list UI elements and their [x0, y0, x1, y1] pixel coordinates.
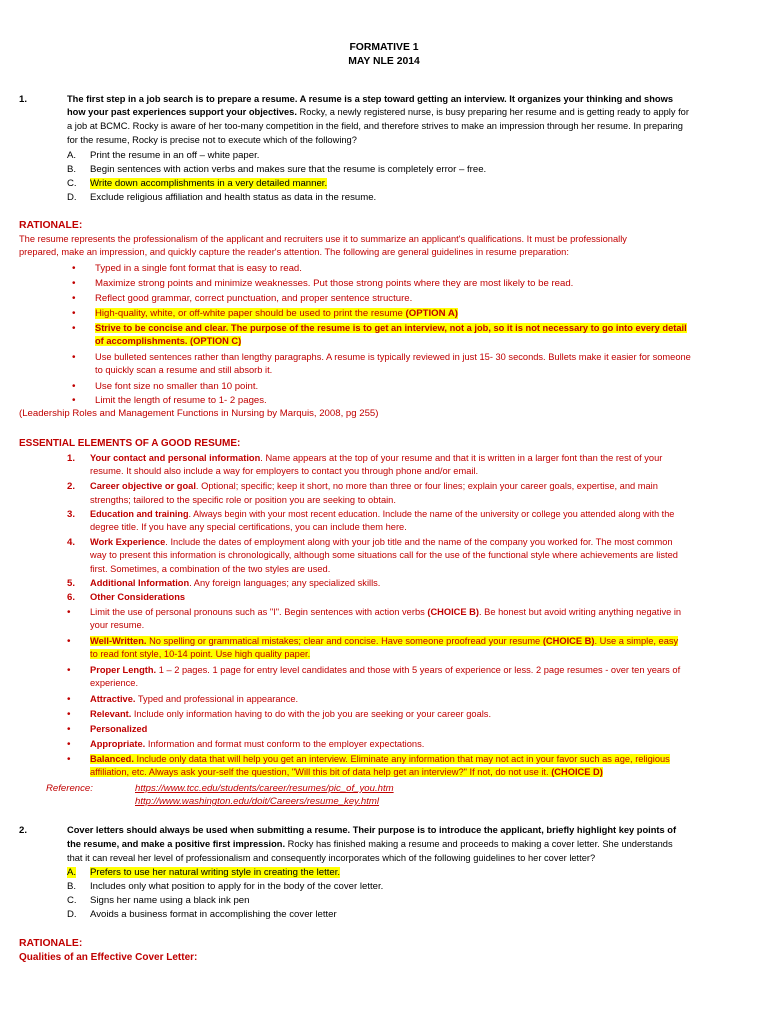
ess-item-2-line2: strengths; tailored to the specific role or position you are seeking to obtain. [90, 495, 396, 505]
doc-title-line2: MAY NLE 2014 [348, 56, 420, 67]
q1-option-a-letter: A. [67, 150, 77, 161]
ess-item-4: Work Experience. Include the dates of employment along with your job title and the name of the company you worked for. The most common [90, 537, 673, 547]
ess-item-4-num: 4. [67, 537, 76, 548]
r1-bullet-1: Typed in a single font format that is easy to read. [95, 263, 302, 274]
q2-option-b: Includes only what position to apply for in the body of the cover letter. [90, 881, 384, 892]
ess-item-5-num: 5. [67, 578, 76, 589]
q1-number: 1. [19, 94, 28, 105]
reference-link-1[interactable]: https://www.tcc.edu/students/career/resumes/pic_of_you.htm [135, 783, 394, 794]
r1-bullet-5: Strive to be concise and clear. The purpose of the resume is to get an interview, not a job, so it is not necessary to go into every detail [95, 323, 687, 333]
r1-citation: (Leadership Roles and Management Functions in Nursing by Marquis, 2008, pg 255) [19, 408, 379, 419]
r1-bullet-7: Use font size no smaller than 10 point. [95, 381, 259, 392]
ess-bullet-1-line2: your resume. [90, 620, 145, 630]
reference-label: Reference: [46, 783, 93, 794]
ess-item-1-num: 1. [67, 453, 76, 464]
r1-bullet-6: Use bulleted sentences rather than lengthy paragraphs. A resume is typically reviewed in just 15- 30 seconds. Bullets make it easier for someone [95, 352, 691, 362]
bullet-icon: • [67, 754, 71, 765]
ess-bullet-2-line2: to read font style, 10-14 point. Use high quality paper. [90, 649, 311, 659]
r1-bullet-4: High-quality, white, or off-white paper should be used to print the resume (OPTION A) [95, 308, 458, 319]
rationale2-subheading: Qualities of an Effective Cover Letter: [19, 952, 198, 963]
bullet-icon: • [72, 308, 76, 319]
r1-bullet-6-line2: to quickly scan a resume and still absorb it. [95, 365, 273, 375]
ess-item-6-num: 6. [67, 592, 76, 603]
q1-option-b-letter: B. [67, 164, 77, 175]
r1-bullet-2: Maximize strong points and minimize weaknesses. Put those strong points where they are most likely to be read. [95, 278, 574, 289]
ess-bullet-3-line2: experience. [90, 678, 139, 688]
doc-title-line1: FORMATIVE 1 [349, 42, 419, 53]
ess-item-1: Your contact and personal information. Name appears at the top of your resume and that it is written in a larger font than the rest of your [90, 453, 663, 463]
ess-bullet-3: Proper Length. 1 – 2 pages. 1 page for entry level candidates and those with 5 years of experience or less. 2 page resumes - over ten years of [90, 665, 681, 675]
q1-stem-line4: for the resume, Rocky is precise not to execute which of the following? [67, 135, 357, 145]
ess-item-3: Education and training. Always begin with your most recent education. Include the name of the university or college you attended along with the [90, 509, 675, 519]
ess-item-1-line2: resume. It should also include a way for employers to contact you through phone and/or email. [90, 466, 479, 476]
q2-option-a: Prefers to use her natural writing style in creating the letter. [90, 867, 341, 878]
ess-bullet-5: Relevant. Include only information having to do with the job you are seeking or your career goals. [90, 709, 492, 719]
bullet-icon: • [72, 263, 76, 274]
ess-bullet-7: Appropriate. Information and format must conform to the employer expectations. [90, 739, 425, 749]
q2-stem-line2: the resume, and make a positive first impression. Rocky has finished making a resume and proceeds to making a cover letter. She understands [67, 839, 673, 849]
q1-stem-line3: a job at BCMC. Rocky is aware of her too-many competition in the field, and therefore strives to make an impression through her resume. In preparing [67, 121, 683, 131]
ess-item-5: Additional Information. Any foreign languages; any specialized skills. [90, 578, 381, 588]
ess-item-6: Other Considerations [90, 592, 186, 602]
bullet-icon: • [72, 381, 76, 392]
bullet-icon: • [67, 724, 71, 735]
bullet-icon: • [72, 352, 76, 363]
q1-option-d-letter: D. [67, 192, 77, 203]
bullet-icon: • [72, 278, 76, 289]
q2-option-c-letter: C. [67, 895, 77, 906]
q2-option-c: Signs her name using a black ink pen [90, 895, 250, 906]
bullet-icon: • [67, 607, 71, 618]
q2-option-d: Avoids a business format in accomplishing the cover letter [90, 909, 337, 920]
q2-option-b-letter: B. [67, 881, 77, 892]
ess-bullet-6: Personalized [90, 724, 148, 734]
bullet-icon: • [67, 739, 71, 750]
rationale2-heading: RATIONALE: [19, 938, 83, 949]
ess-bullet-1: Limit the use of personal pronouns such as "I". Begin sentences with action verbs (CHOICE B). Be honest but avoid writing anything negative in [90, 607, 682, 617]
q2-option-a-letter: A. [67, 867, 77, 878]
rationale1-para-line2: prepared, make an impression, and quickly capture the reader's attention. The following are general guidelines in resume preparation: [19, 247, 569, 257]
bullet-icon: • [67, 636, 71, 647]
q1-stem-line2: how your past experiences support your objectives. Rocky, a newly registered nurse, is busy preparing her resume and is getting ready to apply for [67, 107, 689, 117]
ess-bullet-8: Balanced. Include only data that will help you get an interview. Eliminate any information that may not act in your favor such as age, religious [90, 754, 670, 764]
ess-bullet-4: Attractive. Typed and professional in appearance. [90, 694, 299, 704]
q1-option-c: Write down accomplishments in a very detailed manner. [90, 178, 328, 189]
ess-bullet-2: Well-Written. No spelling or grammatical mistakes; clear and concise. Have someone proofread your resume (CHOICE B). Use a simple, easy [90, 636, 679, 646]
q2-option-d-letter: D. [67, 909, 77, 920]
q1-option-c-letter: C. [67, 178, 77, 189]
r1-bullet-3: Reflect good grammar, correct punctuation, and proper sentence structure. [95, 293, 413, 304]
bullet-icon: • [72, 293, 76, 304]
ess-bullet-8-line2: affiliation, etc. Always ask your-self the question, "Will this bit of data help get an interview?" If not, do not use it. (CHOICE D) [90, 767, 603, 777]
ess-item-3-num: 3. [67, 509, 76, 520]
r1-bullet-8: Limit the length of resume to 1- 2 pages. [95, 395, 267, 406]
bullet-icon: • [72, 323, 76, 334]
q1-stem-line1: The first step in a job search is to prepare a resume. A resume is a step toward getting an interview. It organizes your thinking and shows [67, 94, 673, 104]
q1-option-a: Print the resume in an off – white paper. [90, 150, 260, 161]
ess-item-4-line3: first. Sometimes, a combination of the two styles are used. [90, 564, 331, 574]
rationale1-heading: RATIONALE: [19, 220, 83, 231]
bullet-icon: • [67, 665, 71, 676]
essentials-heading: ESSENTIAL ELEMENTS OF A GOOD RESUME: [19, 438, 241, 449]
q1-option-b: Begin sentences with action verbs and makes sure that the resume is completely error – free. [90, 164, 487, 175]
bullet-icon: • [67, 709, 71, 720]
q1-option-d: Exclude religious affiliation and health status as data in the resume. [90, 192, 377, 203]
q2-number: 2. [19, 825, 28, 836]
ess-item-4-line2: way to present this information is chronologically, although some situations call for the use of the functional style where achievements are listed [90, 550, 678, 560]
ess-item-2: Career objective or goal. Optional; specific; keep it short, no more than three or four lines; explain your career goals, expertise, and main [90, 481, 658, 491]
r1-bullet-5-line2: of accomplishments. (OPTION C) [95, 336, 242, 346]
bullet-icon: • [67, 694, 71, 705]
reference-link-2[interactable]: http://www.washington.edu/doit/Careers/resume_key.html [135, 796, 380, 807]
q2-stem-line3: that it can reveal her level of professionalism and consequently incorporates which of the following guidelines to her cover letter? [67, 853, 596, 863]
q2-stem-line1: Cover letters should always be used when submitting a resume. Their purpose is to introduce the applicant, briefly highlight key points of [67, 825, 677, 835]
ess-item-3-line2: degree title. If you have any special certifications, you can include them here. [90, 522, 407, 532]
rationale1-para-line1: The resume represents the professionalism of the applicant and recruiters use it to summarize an applicant's qualifications. It must be professionally [19, 234, 627, 244]
ess-item-2-num: 2. [67, 481, 76, 492]
bullet-icon: • [72, 395, 76, 406]
